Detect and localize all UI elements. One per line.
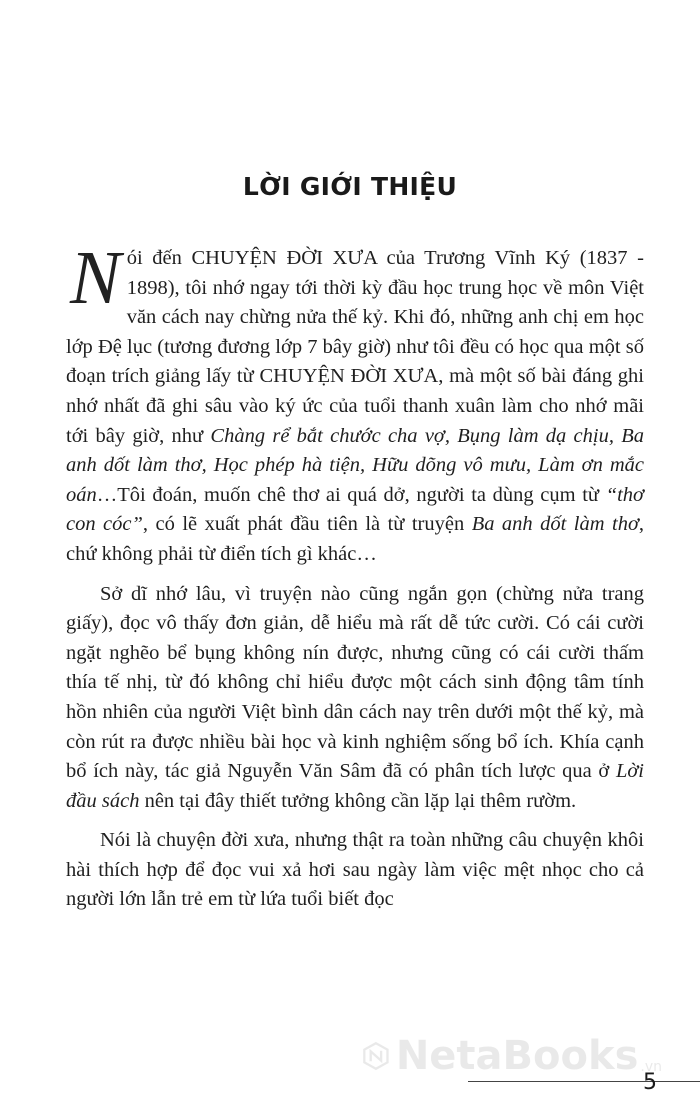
italic-text: “thơ con cóc”	[66, 483, 644, 536]
paragraph-1	[66, 236, 645, 570]
chapter-title: LỜI GIỚI THIỆU	[242, 172, 458, 201]
body-text	[66, 236, 645, 915]
watermark	[362, 1028, 662, 1084]
drop-cap: N	[70, 236, 121, 320]
italic-text: Ba anh dốt làm thơ	[471, 513, 639, 536]
footer-rule	[468, 1081, 700, 1082]
text-run: ói đến CHUYỆN ĐỜI XƯA của Trương Vĩnh Ký (1837 - 1898), tôi nhớ ngay tới thời kỳ đầu học trung học về môn Việt văn cách nay chừng nửa thế kỷ. Khi đó, những anh chị em học lớp Đệ lục (tương đương lớp 7 bây giờ) như tôi đều có học qua một số đoạn trích giảng lấy từ CHUYỆN ĐỜI XƯA, mà một số bài đáng ghi nhớ nhất đã ghi sâu vào ký ức của tuổi thanh xuân làm cho nhớ mãi tới bây giờ, như	[66, 247, 644, 447]
page-number: 5	[643, 1070, 657, 1095]
paragraph-2	[66, 580, 644, 817]
italic-text: Lời đầu sách	[66, 760, 644, 812]
italic-text: Chàng rể bắt chước cha vợ, Bụng làm dạ chịu, Ba anh dốt làm thơ, Học phép hà tiện, Hữu dõng vô mưu, Làm ơn mắc oán	[66, 424, 644, 506]
text-run: Sở dĩ nhớ lâu, vì truyện nào cũng ngắn gọn (chừng nửa trang giấy), đọc vô thấy đơn giản, dễ hiểu mà rất dễ tức cười. Có cái cười ngặt nghẽo bể bụng không nín được, nhưng cũng có cái cười thấm thía tế nhị, từ đó không chỉ hiểu được một cách sinh động tâm tính hồn nhiên của người Việt bình dân cách nay trên dưới một thế kỷ, mà còn rút ra được nhiều bài học và kinh nghiệm sống bổ ích. Khía cạnh bổ ích này, tác giả Nguyễn Văn Sâm đã có phân tích lược qua ở	[66, 582, 644, 783]
text-run: , có lẽ xuất phát đầu tiên là từ truyện	[142, 513, 472, 536]
watermark-brand: NetaBooks	[395, 1033, 639, 1079]
text-run: nên tại đây thiết tưởng không cần lặp lại thêm rườm.	[139, 789, 577, 812]
text-run: …Tôi đoán, muốn chê thơ ai quá dở, người ta dùng cụm từ	[96, 483, 606, 506]
text-run: , chứ không phải từ điển tích gì khác…	[66, 513, 645, 565]
watermark-suffix: .vn	[640, 1059, 662, 1075]
paragraph-3	[66, 826, 644, 915]
netabooks-logo-icon	[362, 1032, 390, 1080]
text-run: Nói là chuyện đời xưa, nhưng thật ra toàn những câu chuyện khôi hài thích hợp để đọc vui xả hơi sau ngày làm việc mệt nhọc cho cả người lớn lẫn trẻ em từ lứa tuổi biết đọc	[66, 829, 644, 911]
